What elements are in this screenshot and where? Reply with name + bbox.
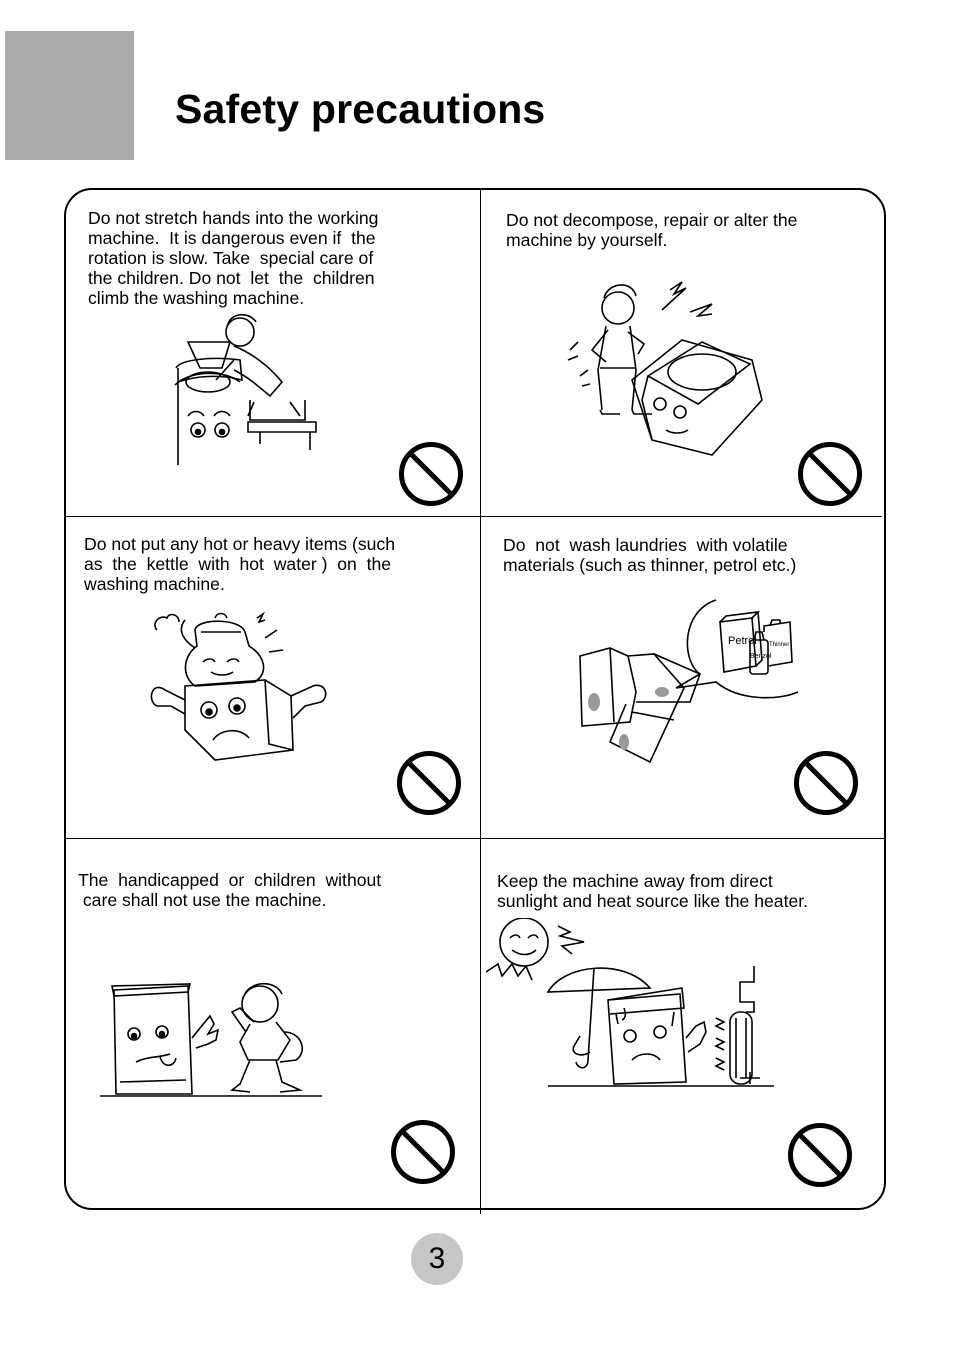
prohibition-icon	[397, 440, 465, 508]
benzol-label: Benzol	[750, 653, 772, 660]
cell-sunlight-heat-text: Keep the machine away from direct sunlight and heat source like the heater.	[497, 871, 809, 911]
cell-no-hot-items-text: Do not put any hot or heavy items (such as the kettle with hot water ) on the washing machine.	[84, 534, 395, 594]
page-title: Safety precautions	[175, 86, 546, 132]
prohibition-icon	[792, 749, 860, 817]
cell-no-repair-text: Do not decompose, repair or alter the machine by yourself.	[506, 210, 798, 250]
row-divider-2	[66, 838, 886, 839]
petrol-label: Petrol	[728, 635, 757, 647]
column-divider	[480, 190, 481, 1214]
header-accent-block	[5, 31, 134, 160]
clothes-and-solvents-icon	[570, 592, 810, 777]
prohibition-icon	[389, 1118, 457, 1186]
kettle-on-washer-icon	[145, 610, 335, 770]
row-divider-1	[66, 516, 882, 517]
thinner-label: Thinner	[769, 642, 790, 648]
prohibition-icon	[796, 440, 864, 508]
prohibition-icon	[395, 749, 463, 817]
washer-under-sun-near-heater-icon	[484, 918, 774, 1090]
cell-no-volatile-text: Do not wash laundries with volatile materials (such as thinner, petrol etc.)	[503, 535, 797, 575]
prohibition-icon	[786, 1121, 854, 1189]
cell-handicapped-text: The handicapped or children without care shall not use the machine.	[78, 870, 382, 910]
man-disassembling-washer-icon	[562, 280, 772, 465]
cell-stretch-hands-text: Do not stretch hands into the working machine. It is dangerous even if the rotation is slow. Take special care of the children. Do not let the children climb the washing machine.	[88, 208, 379, 308]
child-reaching-into-washer-icon	[170, 310, 320, 470]
washer-stopping-child-icon	[100, 978, 325, 1100]
page-number: 3	[411, 1233, 463, 1285]
